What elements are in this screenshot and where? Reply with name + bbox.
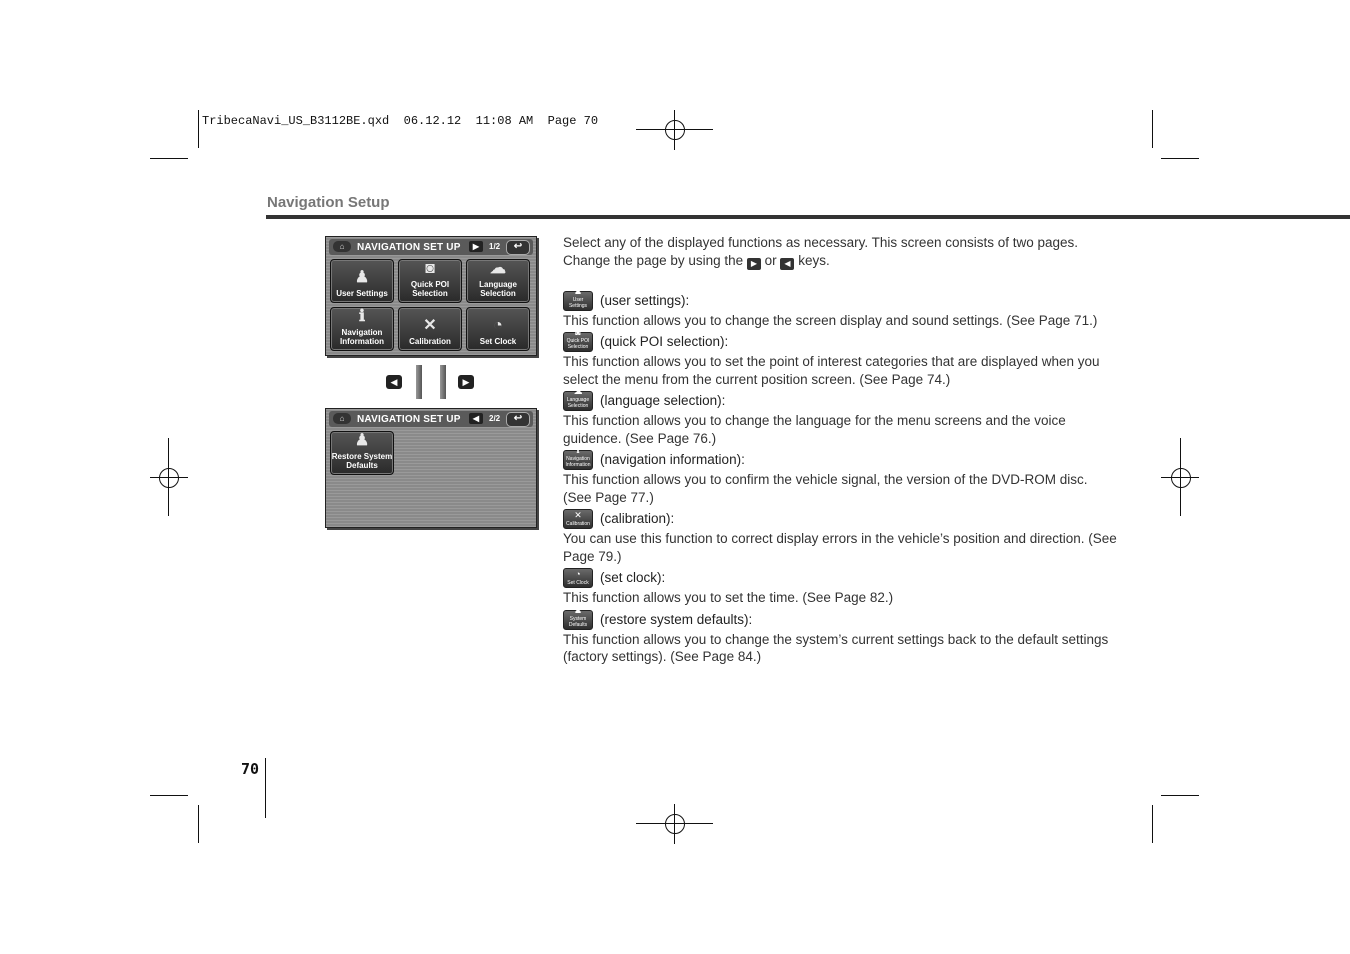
up-arrow-icon: [416, 365, 422, 399]
calibration-button[interactable]: [398, 307, 462, 351]
prev-page-icon[interactable]: ◀: [469, 413, 483, 424]
screen-title-bar: [329, 411, 533, 427]
calibration-icon: ✕: [423, 317, 437, 334]
function-description: You can use this function to correct display errors in the vehicle’s position and direction. (See Page 79.): [563, 531, 1117, 564]
function-description: This function allows you to change the language for the menu screens and the voice guidence. (See Page 76.): [563, 413, 1066, 446]
glyph-icon: ✕: [574, 510, 582, 520]
nav-setup-screen-page2: [325, 408, 537, 528]
glyph-icon: ◔: [575, 569, 581, 579]
function-label: (set clock):: [600, 570, 666, 586]
prev-key-icon: ◀: [780, 258, 794, 270]
icon-caption: Calibration: [566, 521, 590, 527]
camera-icon: ◙: [425, 260, 435, 277]
prev-key-icon: ◀: [386, 375, 402, 389]
function-description: This function allows you to change the system’s current settings back to the default settings (factory settings). (See Page 84.): [563, 631, 1109, 664]
menu-grid: [326, 427, 536, 479]
speech-button[interactable]: [466, 259, 530, 303]
function-heading: [563, 604, 1118, 631]
icon-caption: Quick POI Selection: [566, 338, 590, 350]
clock-icon: ◔: [493, 317, 503, 334]
function-label: (user settings):: [600, 292, 690, 308]
registration-mark: [159, 468, 179, 488]
screen-title: NAVIGATION SET UP: [357, 413, 461, 425]
page-number-rule: [265, 758, 266, 818]
next-key-icon: ▶: [458, 375, 474, 389]
function-description: This function allows you to confirm the vehicle signal, the version of the DVD-ROM disc. (See Page 77.): [563, 472, 1088, 505]
home-icon[interactable]: ⌂: [333, 241, 351, 252]
function-heading: [563, 327, 1118, 353]
function-description: This function allows you to change the screen display and sound settings. (See Page 71.): [563, 312, 1098, 328]
function-description: This function allows you to set the point of interest categories that are displayed when you select the menu from the current position screen. (See Page 74.): [563, 354, 1100, 387]
info-button[interactable]: [330, 307, 394, 351]
camera-button[interactable]: [398, 259, 462, 303]
glyph-icon: ♟: [573, 604, 583, 615]
button-label: Language Selection: [479, 280, 517, 298]
screen-title: NAVIGATION SET UP: [357, 241, 461, 253]
registration-line: [674, 804, 675, 844]
icon-caption: System Defaults: [568, 615, 588, 628]
glyph-icon: ♟: [573, 285, 583, 296]
person-button[interactable]: [330, 259, 394, 303]
screen-title-bar: [329, 239, 533, 255]
function-description: This function allows you to set the time. (See Page 82.): [563, 590, 894, 605]
home-icon[interactable]: ⌂: [333, 413, 351, 424]
function-button-icon: [563, 509, 593, 529]
person-icon: ♟: [354, 269, 370, 286]
page-number: 70: [241, 760, 260, 778]
function-heading: [563, 567, 1118, 589]
function-button-icon: [563, 285, 593, 311]
page-indicator: 2/2: [489, 414, 501, 423]
crop-mark: [1152, 110, 1153, 148]
next-page-icon[interactable]: ▶: [469, 241, 483, 252]
back-icon[interactable]: ↩: [506, 240, 530, 255]
icon-caption: Language Selection: [566, 397, 590, 409]
icon-caption: User Settings: [568, 296, 588, 309]
down-arrow-icon: [440, 365, 446, 399]
registration-line: [150, 477, 188, 478]
crop-mark: [150, 795, 188, 796]
restore-icon: ♟: [354, 432, 370, 449]
function-button-icon: [563, 327, 593, 352]
function-label: (navigation information):: [600, 452, 745, 468]
description-column: [563, 234, 1118, 666]
button-label: Quick POI Selection: [410, 280, 450, 298]
button-label: Restore System Defaults: [331, 452, 393, 470]
next-key-icon: ▶: [747, 258, 761, 270]
file-slug: TribecaNavi_US_B3112BE.qxd 06.12.12 11:08 AM Page 70: [202, 114, 599, 128]
intro-keys: keys.: [798, 252, 830, 268]
function-button-icon: [563, 445, 593, 470]
function-list: [563, 285, 1118, 666]
button-label: Set Clock: [479, 337, 517, 346]
clock-button[interactable]: [466, 307, 530, 351]
registration-line: [674, 110, 675, 150]
registration-mark: [665, 814, 685, 834]
back-icon[interactable]: ↩: [506, 412, 530, 427]
button-label: Navigation Information: [340, 328, 384, 346]
icon-caption: Set Clock: [567, 580, 589, 586]
function-label: (quick POI selection):: [600, 334, 729, 350]
page-indicator: 1/2: [489, 242, 501, 251]
crop-mark: [1161, 795, 1199, 796]
restore-button[interactable]: [330, 431, 394, 475]
section-title: Navigation Setup: [267, 194, 390, 211]
intro-or: or: [764, 252, 777, 268]
intro-text: Select any of the displayed functions as necessary. This screen consists of two pages. Change the page by using the: [563, 235, 1079, 268]
registration-line: [168, 438, 169, 516]
header-rule: [266, 215, 1350, 219]
glyph-icon: ☁: [573, 386, 583, 396]
crop-mark: [198, 805, 199, 843]
crop-mark: [1152, 805, 1153, 843]
function-button-icon: [563, 386, 593, 411]
function-button-icon: [563, 604, 593, 630]
function-heading: [563, 285, 1118, 312]
crop-mark: [198, 110, 199, 148]
info-icon: ℹ: [358, 308, 366, 325]
crop-mark: [150, 158, 188, 159]
function-button-icon: [563, 568, 593, 588]
glyph-icon: ◙: [575, 327, 581, 337]
function-label: (restore system defaults):: [600, 611, 753, 627]
function-label: (calibration):: [600, 511, 675, 527]
function-label: (language selection):: [600, 393, 726, 409]
crop-mark: [1161, 158, 1199, 159]
page-switch-illustration: [386, 362, 478, 402]
registration-mark: [665, 120, 685, 140]
function-heading: [563, 508, 1118, 530]
intro-paragraph: [563, 234, 1118, 270]
icon-caption: Navigation Information: [565, 456, 591, 468]
nav-setup-screen-page1: [325, 236, 537, 356]
registration-line: [1180, 438, 1181, 516]
function-heading: [563, 386, 1118, 412]
menu-grid: [326, 255, 536, 355]
button-label: Calibration: [409, 337, 451, 346]
function-heading: [563, 445, 1118, 471]
glyph-icon: ℹ: [576, 445, 580, 455]
button-label: User Settings: [336, 289, 388, 298]
registration-mark: [1171, 468, 1191, 488]
speech-icon: ☁: [490, 260, 506, 277]
